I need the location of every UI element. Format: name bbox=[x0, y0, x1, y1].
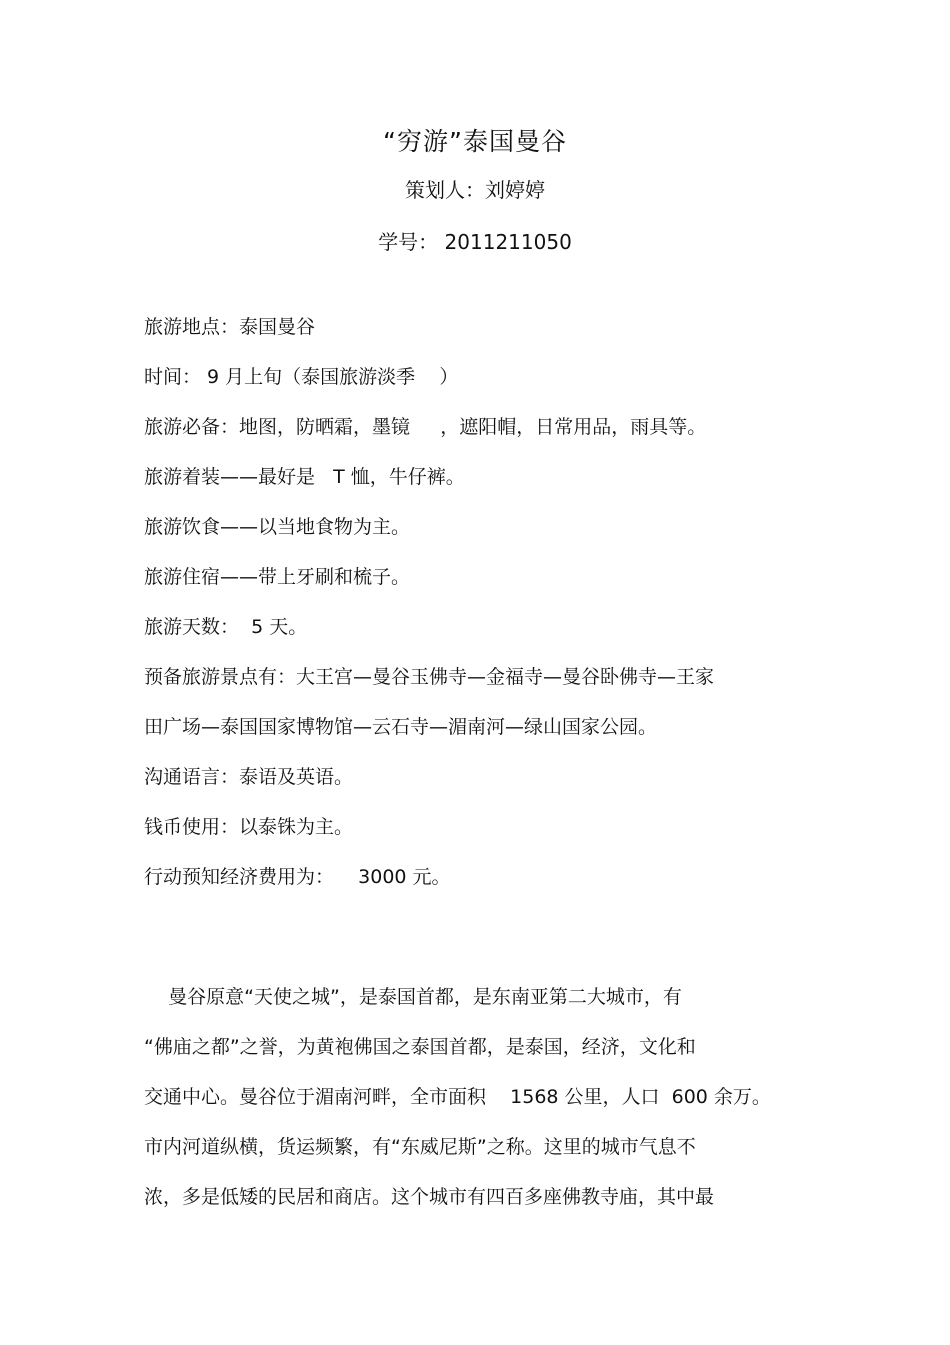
info-food: 旅游饮食——以当地食物为主。 bbox=[144, 516, 411, 538]
bangkok-intro-paragraph bbox=[144, 972, 824, 1222]
trip-info-list bbox=[144, 302, 824, 902]
document-title: “穷游”泰国曼谷 bbox=[383, 127, 567, 156]
info-attractions-cont: 田广场—泰国国家博物馆—云石寺—湄南河—绿山国家公园。 bbox=[144, 716, 658, 738]
info-days: 旅游天数： 5 天。 bbox=[144, 616, 308, 638]
paragraph-line: 曼谷原意“天使之城”，是泰国首都，是东南亚第二大城市，有 bbox=[144, 986, 682, 1008]
info-currency: 钱币使用：以泰铢为主。 bbox=[144, 816, 354, 838]
paragraph-line: “佛庙之都”之誉，为黄袍佛国之泰国首都，是泰国，经济，文化和 bbox=[144, 1036, 696, 1058]
planner-line: 策划人：刘婷婷 bbox=[405, 178, 545, 202]
info-essentials: 旅游必备：地图，防晒霜，墨镜 ，遮阳帽，日常用品，雨具等。 bbox=[144, 416, 707, 438]
info-time: 时间： 9 月上旬（泰国旅游淡季 ） bbox=[144, 366, 459, 388]
info-clothing: 旅游着装——最好是 T 恤，牛仔裤。 bbox=[144, 466, 465, 488]
info-budget: 行动预知经济费用为： 3000 元。 bbox=[144, 866, 451, 888]
paragraph-line: 市内河道纵横，货运频繁，有“东威尼斯”之称。这里的城市气息不 bbox=[144, 1136, 696, 1158]
info-lodging: 旅游住宿——带上牙刷和梳子。 bbox=[144, 566, 411, 588]
info-language: 沟通语言：泰语及英语。 bbox=[144, 766, 354, 788]
paragraph-line: 交通中心。曼谷位于湄南河畔，全市面积 1568 公里，人口 600 余万。 bbox=[144, 1086, 771, 1108]
paragraph-line: 浓，多是低矮的民居和商店。这个城市有四百多座佛教寺庙，其中最 bbox=[144, 1186, 715, 1208]
info-attractions: 预备旅游景点有：大王宫—曼谷玉佛寺—金福寺—曼谷卧佛寺—王家 bbox=[144, 666, 715, 688]
student-id-line: 学号： 2011211050 bbox=[378, 230, 572, 254]
info-destination: 旅游地点：泰国曼谷 bbox=[144, 316, 316, 338]
